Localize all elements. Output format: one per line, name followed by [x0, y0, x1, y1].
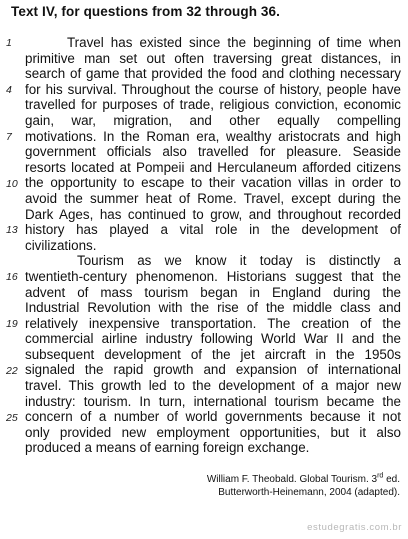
line-number-16: 16: [6, 271, 18, 283]
text-line: advent of mass tourism began in England during the: [25, 284, 401, 300]
text-line: Travel has existed since the beginning of time when: [67, 35, 401, 50]
text-line: Dark Ages, has continued to grow, and throughout recorded: [25, 206, 401, 222]
citation-edition-sup: rd: [377, 472, 384, 480]
line-number-25: 25: [6, 412, 18, 424]
text-line: Tourism as we know it today is distinctly a: [77, 253, 401, 269]
text-line: industry: tourism. In turn, international tourism became the: [25, 393, 401, 409]
text-line: resorts located at Pompeii and Herculaneum afforded citizens: [25, 159, 401, 175]
text-line: history has played a vital role in the development of: [25, 222, 401, 238]
text-line: concern of a number of world governments because it not: [25, 409, 401, 425]
citation-publisher: Butterworth-Heinemann, 2004 (adapted).: [218, 486, 400, 498]
text-line: civilizations.: [25, 237, 97, 253]
line-number-13: 13: [6, 224, 18, 236]
citation-author-title: William F. Theobald. Global Tourism. 3: [206, 474, 378, 485]
text-line: relatively inexpensive transportation. The creation of the: [25, 315, 401, 331]
line-number-7: 7: [6, 131, 12, 143]
text-line: gain, war, migration, and other equally compelling: [25, 112, 401, 128]
text-line: travelled for purposes of trade, religious conviction, economic: [25, 97, 401, 113]
text-line: signaled the rapid growth and expansion of international: [25, 362, 401, 378]
article-text: [25, 35, 401, 456]
text-line: produced a means of earning foreign exchange.: [25, 440, 310, 456]
text-line: motivations. In the Roman era, wealthy aristocrats and high: [25, 128, 401, 144]
text-line: only provided new employment opportunities, but it also: [25, 424, 401, 440]
text-line: commercial airline industry following World War II and the: [25, 331, 401, 347]
text-line: primitive man set out often traversing great distances, in: [25, 50, 401, 66]
text-line: for his survival. Throughout the course of history, people have: [25, 81, 401, 97]
text-line: government officials also travelled for pleasure. Seaside: [25, 144, 401, 160]
text-line: search of game that provided the food and clothing necessary: [25, 66, 401, 82]
line-number-10: 10: [6, 178, 18, 190]
text-line: travel. This growth led to the development of a major new: [25, 378, 401, 394]
text-line: subsequent development of the jet aircraft in the 1950s: [25, 346, 401, 362]
line-number-1: 1: [6, 37, 12, 49]
line-number-22: 22: [6, 365, 18, 377]
line-number-4: 4: [6, 84, 12, 96]
watermark: estudegratis.com.br: [307, 522, 402, 533]
text-line: twentieth-century phenomenon. Historians suggest that the: [25, 268, 401, 284]
line-number-19: 19: [6, 318, 18, 330]
text-line: avoid the summer heat of Rome. Travel, except during the: [25, 190, 401, 206]
citation-edition-suffix: ed.: [383, 474, 400, 485]
citation-source: [207, 474, 400, 487]
page-title: Text IV, for questions from 32 through 36.: [11, 4, 280, 19]
citation: [207, 474, 400, 499]
text-line: Industrial Revolution with the rise of the middle class and: [25, 300, 401, 316]
text-line: the opportunity to escape to their vacation villas in order to: [25, 175, 401, 191]
